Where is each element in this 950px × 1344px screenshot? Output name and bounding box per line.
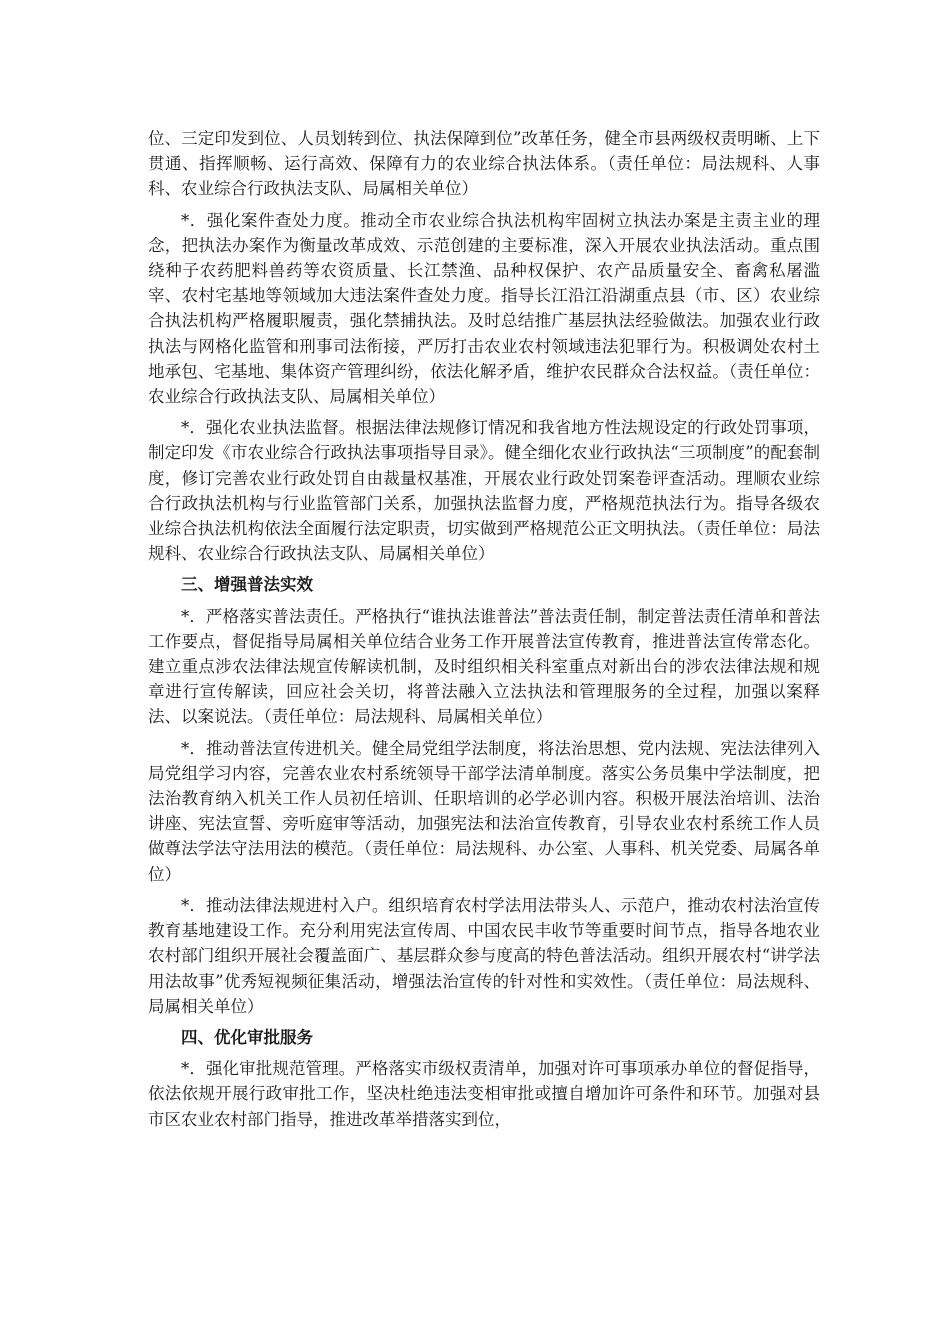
paragraph-enforcement-supervision: *．强化农业执法监督。根据法律法规修订情况和我省地方性法规设定的行政处罚事项，制定印发《市农业综合行政执法事项指导目录》。健全细化农业行政执法“三项制度”的配套制度，修订完善农业行政处罚自由裁量权基准，开展农业行政处罚案卷评查活动。理顺农业综合行政执法机构与行业监管部门关系，加强执法监督力度，严格规范执法行为。指导各级农业综合执法机构依法全面履行法定职责，切实做到严格规范公正文明执法。（责任单位：局法规科、农业综合行政执法支队、局属相关单位） [148,418,820,564]
section-heading-legal-education: 三、增强普法实效 [181,575,313,595]
paragraph-continuation: 位、三定印发到位、人员划转到位、执法保障到位”改革任务，健全市县两级权责明晰、上下贯通、指挥顺畅、运行高效、保障有力的农业综合执法体系。（责任单位：局法规科、人事科、农业综合行政执法支队、局属相关单位） [148,129,820,199]
document-body [148,126,820,1138]
paragraph-laws-into-villages: *．推动法律法规进村入户。组织培育农村学法用法带头人、示范户，推动农村法治宣传教育基地建设工作。充分利用宪法宣传周、中国农民丰收节等重要时间节点，指导各地农业农村部门组织开展社会覆盖面广、基层群众参与度高的特色普法活动。组织开展农村“讲学法用法故事”优秀短视频征集活动，增强法治宣传的针对性和实效性。（责任单位：局法规科、局属相关单位） [148,895,820,1016]
paragraph-legal-education-agencies: *．推动普法宣传进机关。健全局党组学法制度，将法治思想、党内法规、宪法法律列入局党组学习内容，完善农业农村系统领导干部学法清单制度。落实公务员集中学法制度，把法治教育纳入机关工作人员初任培训、任职培训的必学必训内容。积极开展法治培训、法治讲座、宪法宣誓、旁听庭审等活动，加强宪法和法治宣传教育，引导农业农村系统工作人员做尊法学法守法用法的模范。（责任单位：局法规科、办公室、人事科、机关党委、局属各单位） [148,738,820,884]
section-heading-approval-service: 四、优化审批服务 [181,1027,313,1047]
paragraph-case-handling: *．强化案件查处力度。推动全市农业综合执法机构牢固树立执法办案是主责主业的理念，把执法办案作为衡量改革成效、示范创建的主要标准，深入开展农业执法活动。重点围绕种子农药肥料兽药等农资质量、长江禁渔、品种权保护、农产品质量安全、畜禽私屠滥宰、农村宅基地等领域加大违法案件查处力度。指导长江沿江沿湖重点县（市、区）农业综合执法机构严格履职履责，强化禁捕执法。及时总结推广基层执法经验做法。加强农业行政执法与网格化监管和刑事司法衔接，严厉打击农业农村领域违法犯罪行为。积极调处农村土地承包、宅基地、集体资产管理纠纷，依法化解矛盾，维护农民群众合法权益。（责任单位：农业综合行政执法支队、局属相关单位） [148,210,820,407]
paragraph-approval-management: *．强化审批规范管理。严格落实市级权责清单，加强对许可事项承办单位的督促指导，依法依规开展行政审批工作，坚决杜绝违法变相审批或擅自增加许可条件和环节。加强对县市区农业农村部门指导，推进改革举措落实到位， [148,1059,820,1129]
paragraph-legal-education-responsibility: *．严格落实普法责任。严格执行“谁执法谁普法”普法责任制，制定普法责任清单和普法工作要点，督促指导局属相关单位结合业务工作开展普法宣传教育，推进普法宣传常态化。建立重点涉农法律法规宣传解读机制，及时组织相关科室重点对新出台的涉农法律法规和规章进行宣传解读，回应社会关切，将普法融入立法执法和管理服务的全过程，加强以案释法、以案说法。（责任单位：局法规科、局属相关单位） [148,606,820,727]
